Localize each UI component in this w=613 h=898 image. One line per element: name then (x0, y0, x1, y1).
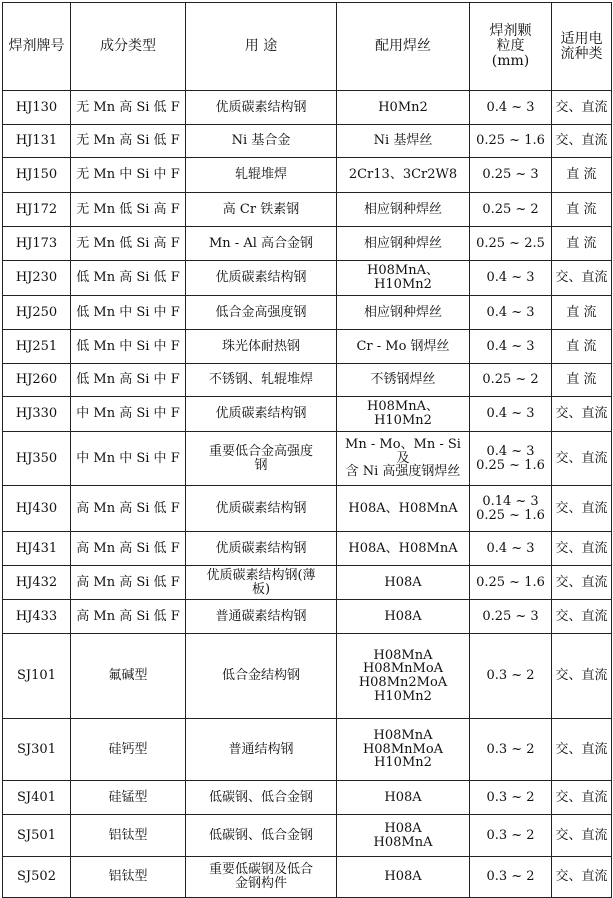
table-row (3, 296, 612, 330)
cell-wire: H08A H08MnA (337, 815, 470, 857)
cell-grade: HJ260 (3, 364, 71, 397)
cell-current: 交、直流 (552, 815, 612, 857)
cell-type: 低 Mn 高 Si 低 F (71, 261, 186, 296)
table-row (3, 634, 612, 719)
cell-size: 0.25 ~ 2 (470, 364, 552, 397)
cell-current: 交、直流 (552, 91, 612, 125)
cell-size: 0.14 ~ 3 0.25 ~ 1.6 (470, 486, 552, 532)
cell-grade: HJ130 (3, 91, 71, 125)
cell-type: 氟碱型 (71, 634, 186, 719)
cell-type: 无 Mn 低 Si 高 F (71, 193, 186, 227)
table-row (3, 364, 612, 397)
table-row (3, 857, 612, 898)
cell-grade: HJ150 (3, 158, 71, 193)
cell-current: 直 流 (552, 364, 612, 397)
cell-size: 0.3 ~ 2 (470, 719, 552, 781)
cell-use: Ni 基合金 (186, 125, 337, 158)
cell-use: 优质碳素结构钢 (186, 532, 337, 566)
cell-type: 硅锰型 (71, 781, 186, 815)
cell-type: 中 Mn 中 Si 中 F (71, 432, 186, 486)
cell-type: 低 Mn 中 Si 中 F (71, 330, 186, 364)
cell-size: 0.3 ~ 2 (470, 634, 552, 719)
cell-use: 低碳钢、低合金钢 (186, 781, 337, 815)
cell-wire: H08A (337, 857, 470, 898)
cell-grade: HJ250 (3, 296, 71, 330)
table-row (3, 91, 612, 125)
cell-use: Mn - Al 高合金钢 (186, 227, 337, 261)
table-row (3, 261, 612, 296)
table-row (3, 532, 612, 566)
table-row (3, 815, 612, 857)
cell-type: 高 Mn 高 Si 低 F (71, 566, 186, 600)
cell-type: 低 Mn 高 Si 中 F (71, 364, 186, 397)
header-use: 用 途 (186, 3, 337, 91)
cell-use: 优质碳素结构钢 (186, 486, 337, 532)
cell-wire: H08MnA、H10Mn2 (337, 397, 470, 432)
cell-current: 交、直流 (552, 566, 612, 600)
cell-type: 无 Mn 高 Si 低 F (71, 125, 186, 158)
cell-use: 普通结构钢 (186, 719, 337, 781)
cell-use: 轧辊堆焊 (186, 158, 337, 193)
cell-type: 高 Mn 高 Si 低 F (71, 600, 186, 634)
cell-grade: HJ251 (3, 330, 71, 364)
table-row (3, 486, 612, 532)
cell-grade: HJ172 (3, 193, 71, 227)
cell-wire: Ni 基焊丝 (337, 125, 470, 158)
cell-wire: H08A、H08MnA (337, 532, 470, 566)
cell-grade: HJ432 (3, 566, 71, 600)
cell-size: 0.25 ~ 1.6 (470, 566, 552, 600)
cell-type: 无 Mn 高 Si 低 F (71, 91, 186, 125)
cell-current: 直 流 (552, 296, 612, 330)
cell-current: 交、直流 (552, 486, 612, 532)
cell-current: 交、直流 (552, 719, 612, 781)
cell-current: 交、直流 (552, 397, 612, 432)
cell-type: 中 Mn 高 Si 中 F (71, 397, 186, 432)
cell-use: 优质碳素结构钢(薄 板) (186, 566, 337, 600)
cell-current: 直 流 (552, 193, 612, 227)
table-row (3, 600, 612, 634)
cell-use: 不锈钢、轧辊堆焊 (186, 364, 337, 397)
cell-wire: H08MnA、H10Mn2 (337, 261, 470, 296)
cell-use: 低合金结构钢 (186, 634, 337, 719)
cell-type: 低 Mn 中 Si 中 F (71, 296, 186, 330)
cell-size: 0.4 ~ 3 (470, 91, 552, 125)
cell-type: 高 Mn 高 Si 低 F (71, 532, 186, 566)
cell-wire: 相应钢种焊丝 (337, 227, 470, 261)
cell-wire: H08A (337, 600, 470, 634)
table-row (3, 781, 612, 815)
cell-wire: 2Cr13、3Cr2W8 (337, 158, 470, 193)
cell-size: 0.4 ~ 3 (470, 397, 552, 432)
cell-size: 0.25 ~ 3 (470, 600, 552, 634)
cell-grade: SJ501 (3, 815, 71, 857)
cell-wire: 不锈钢焊丝 (337, 364, 470, 397)
cell-grade: HJ430 (3, 486, 71, 532)
cell-use: 低合金高强度钢 (186, 296, 337, 330)
cell-current: 交、直流 (552, 432, 612, 486)
table-row (3, 719, 612, 781)
cell-grade: HJ330 (3, 397, 71, 432)
cell-size: 0.4 ~ 3 0.25 ~ 1.6 (470, 432, 552, 486)
cell-current: 交、直流 (552, 857, 612, 898)
header-wire: 配用焊丝 (337, 3, 470, 91)
cell-wire: H08A (337, 781, 470, 815)
cell-use: 优质碳素结构钢 (186, 397, 337, 432)
cell-grade: HJ431 (3, 532, 71, 566)
cell-size: 0.4 ~ 3 (470, 532, 552, 566)
table-row (3, 227, 612, 261)
cell-grade: SJ101 (3, 634, 71, 719)
cell-use: 优质碳素结构钢 (186, 91, 337, 125)
cell-use: 普通碳素结构钢 (186, 600, 337, 634)
cell-grade: SJ301 (3, 719, 71, 781)
cell-wire: H0Mn2 (337, 91, 470, 125)
cell-current: 直 流 (552, 158, 612, 193)
cell-size: 0.3 ~ 2 (470, 857, 552, 898)
cell-wire: H08A、H08MnA (337, 486, 470, 532)
table-row (3, 397, 612, 432)
cell-grade: HJ433 (3, 600, 71, 634)
cell-size: 0.25 ~ 3 (470, 158, 552, 193)
cell-type: 铝钛型 (71, 815, 186, 857)
cell-use: 高 Cr 铁素钢 (186, 193, 337, 227)
cell-size: 0.3 ~ 2 (470, 815, 552, 857)
cell-size: 0.4 ~ 3 (470, 296, 552, 330)
cell-size: 0.25 ~ 2 (470, 193, 552, 227)
cell-type: 无 Mn 中 Si 中 F (71, 158, 186, 193)
cell-size: 0.3 ~ 2 (470, 781, 552, 815)
table-row (3, 566, 612, 600)
cell-size: 0.25 ~ 2.5 (470, 227, 552, 261)
cell-wire: 相应钢种焊丝 (337, 193, 470, 227)
table-row (3, 158, 612, 193)
cell-wire: H08MnA H08MnMoA H10Mn2 (337, 719, 470, 781)
header-type: 成分类型 (71, 3, 186, 91)
cell-type: 高 Mn 高 Si 低 F (71, 486, 186, 532)
table-row (3, 432, 612, 486)
header-grade: 焊剂牌号 (3, 3, 71, 91)
cell-use: 重要低合金高强度 钢 (186, 432, 337, 486)
cell-current: 交、直流 (552, 634, 612, 719)
cell-use: 重要低碳钢及低合 金钢构件 (186, 857, 337, 898)
cell-wire: Cr - Mo 钢焊丝 (337, 330, 470, 364)
cell-current: 直 流 (552, 330, 612, 364)
header-size: 焊剂颗 粒度 (mm) (470, 3, 552, 91)
cell-current: 交、直流 (552, 261, 612, 296)
table-row (3, 193, 612, 227)
cell-current: 直 流 (552, 227, 612, 261)
cell-grade: HJ173 (3, 227, 71, 261)
header-row (3, 3, 612, 91)
header-current: 适用电 流种类 (552, 3, 612, 91)
cell-current: 交、直流 (552, 781, 612, 815)
cell-wire: 相应钢种焊丝 (337, 296, 470, 330)
cell-type: 硅钙型 (71, 719, 186, 781)
cell-size: 0.4 ~ 3 (470, 330, 552, 364)
cell-current: 交、直流 (552, 125, 612, 158)
cell-size: 0.25 ~ 1.6 (470, 125, 552, 158)
cell-use: 优质碳素结构钢 (186, 261, 337, 296)
cell-current: 交、直流 (552, 600, 612, 634)
cell-grade: SJ502 (3, 857, 71, 898)
cell-grade: SJ401 (3, 781, 71, 815)
cell-grade: HJ230 (3, 261, 71, 296)
cell-wire: H08A (337, 566, 470, 600)
cell-wire: H08MnA H08MnMoA H08Mn2MoA H10Mn2 (337, 634, 470, 719)
table-row (3, 125, 612, 158)
flux-table (2, 2, 612, 898)
table-row (3, 330, 612, 364)
cell-type: 无 Mn 低 Si 高 F (71, 227, 186, 261)
cell-type: 铝钛型 (71, 857, 186, 898)
cell-size: 0.4 ~ 3 (470, 261, 552, 296)
cell-current: 交、直流 (552, 532, 612, 566)
cell-use: 珠光体耐热钢 (186, 330, 337, 364)
cell-grade: HJ350 (3, 432, 71, 486)
cell-grade: HJ131 (3, 125, 71, 158)
cell-wire: Mn - Mo、Mn - Si 及 含 Ni 高强度钢焊丝 (337, 432, 470, 486)
cell-use: 低碳钢、低合金钢 (186, 815, 337, 857)
